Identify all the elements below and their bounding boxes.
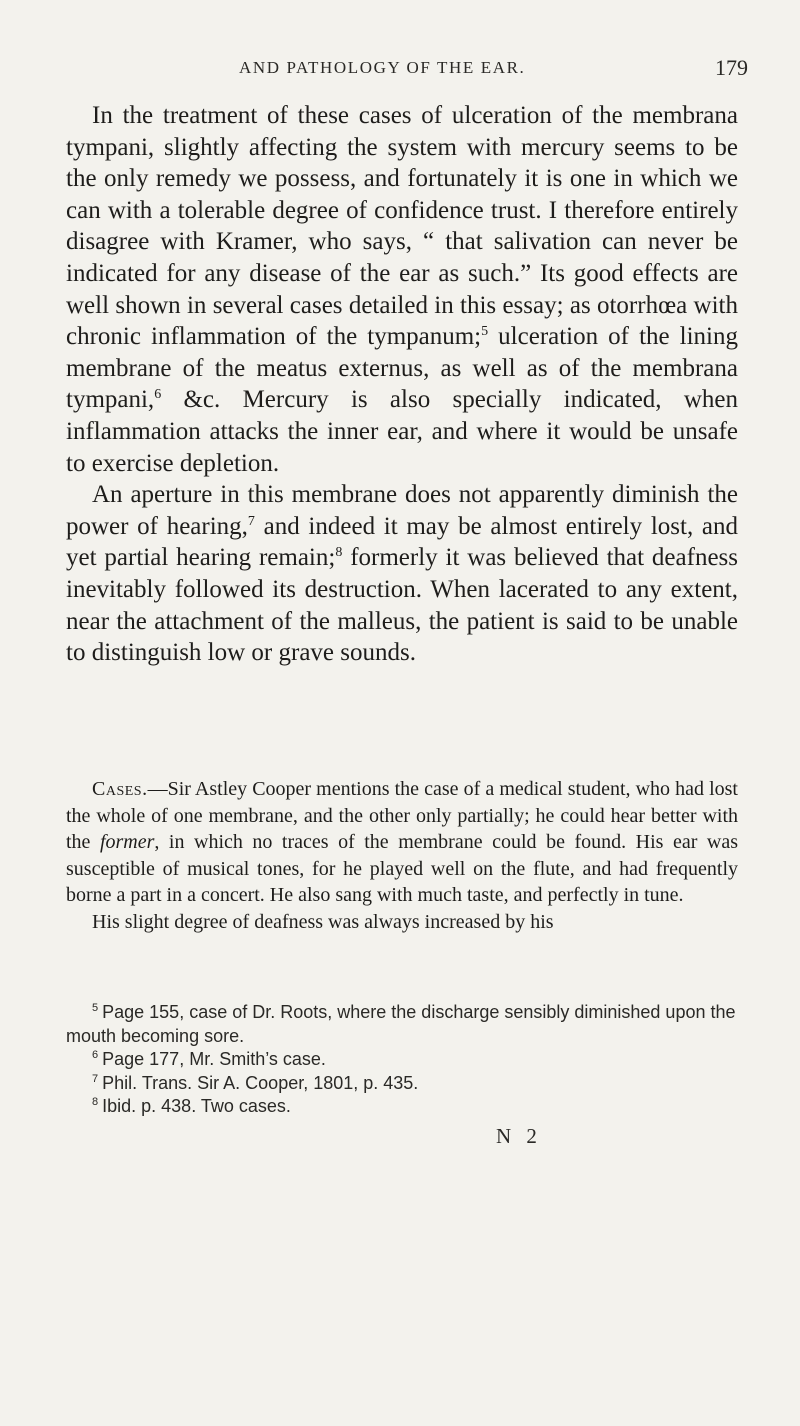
footnote-number: 8: [92, 1096, 99, 1109]
footnote-text: Phil. Trans. Sir A. Cooper, 1801, p. 435.: [102, 1072, 419, 1093]
footnote-6: [66, 1048, 738, 1072]
cases-italic: former: [99, 831, 155, 853]
paragraph-text: ulceration of the lining membrane of the meatus externus, as well as of the membrana tympani,: [66, 323, 738, 414]
footnote-text: Page 155, case of Dr. Roots, where the discharge sensibly diminished upon the mouth becoming sore.: [66, 1002, 736, 1046]
footnote-ref: 5: [481, 324, 489, 340]
footnote-text: Ibid. p. 438. Two cases.: [102, 1096, 291, 1117]
cases-section: [66, 776, 738, 935]
footnote-number: 5: [92, 1002, 99, 1014]
cases-paragraph: [66, 776, 738, 909]
paragraph-aperture: [66, 479, 738, 669]
paragraph-text: An aperture in this membrane does not apparently diminish the power of hearing,: [66, 481, 738, 540]
footnote-ref: 7: [247, 513, 255, 529]
paragraph-text: formerly it was believed that deafness inevitably followed its destruction. When lacerated to any extent, near the attachment of the malleus, the patient is said to be unable to distinguish low or grave sounds.: [66, 544, 739, 667]
signature-mark: N 2: [496, 1124, 542, 1148]
paragraph-text: In the treatment of these cases of ulceration of the membrana tympani, slightly affecting the system with mercury seems to be the only remedy we possess, and fortunately it is one in which we can with a tolerable degree of confidence trust. I therefore entirely disagree with Kramer, who says, “ that salivation can never be indicated for any disease of the ear as such.” Its good effects are well shown in several cases detailed in this essay; as otorrhœa with chronic inflammation of the tympanum;: [66, 102, 738, 351]
running-head: [0, 55, 800, 84]
paragraph-mercury-treatment: [66, 100, 738, 479]
footnote-ref: 8: [335, 545, 343, 561]
paragraph-text: and indeed it may be almost entirely lost, and yet partial hearing remain;: [66, 512, 738, 572]
cases-text: , in which no traces of the membrane could be found. His ear was susceptible of musical tones, for he played well on the flute, and had frequently borne a part in a concert. He also sang with much taste, and perfectly in tune.: [66, 831, 738, 906]
footnote-text: Page 177, Mr. Smith’s case.: [102, 1049, 326, 1070]
footnote-number: 7: [92, 1072, 99, 1085]
footnote-8: [66, 1095, 738, 1119]
footnote-7: [66, 1072, 738, 1096]
paragraph-text: &c. Mercury is also specially indicated, when inflammation attacks the inner ear, and where it would be unsafe to exercise depletion.: [66, 386, 738, 477]
footnote-5: [66, 1001, 738, 1048]
page-number: 179: [715, 55, 748, 80]
cases-continuation: His slight degree of deafness was always increased by his: [92, 910, 554, 933]
cases-text: —Sir Astley Cooper mentions the case of a medical student, who had lost the whole of one membrane, and the other only partially; he could hear better with the: [66, 778, 738, 853]
cases-label: Cases.: [92, 778, 148, 800]
main-text: [66, 100, 738, 669]
footnotes: [66, 1001, 738, 1119]
footnote-number: 6: [92, 1049, 99, 1062]
running-title: AND PATHOLOGY OF THE EAR.: [239, 58, 526, 77]
footnote-ref: 6: [154, 387, 162, 403]
